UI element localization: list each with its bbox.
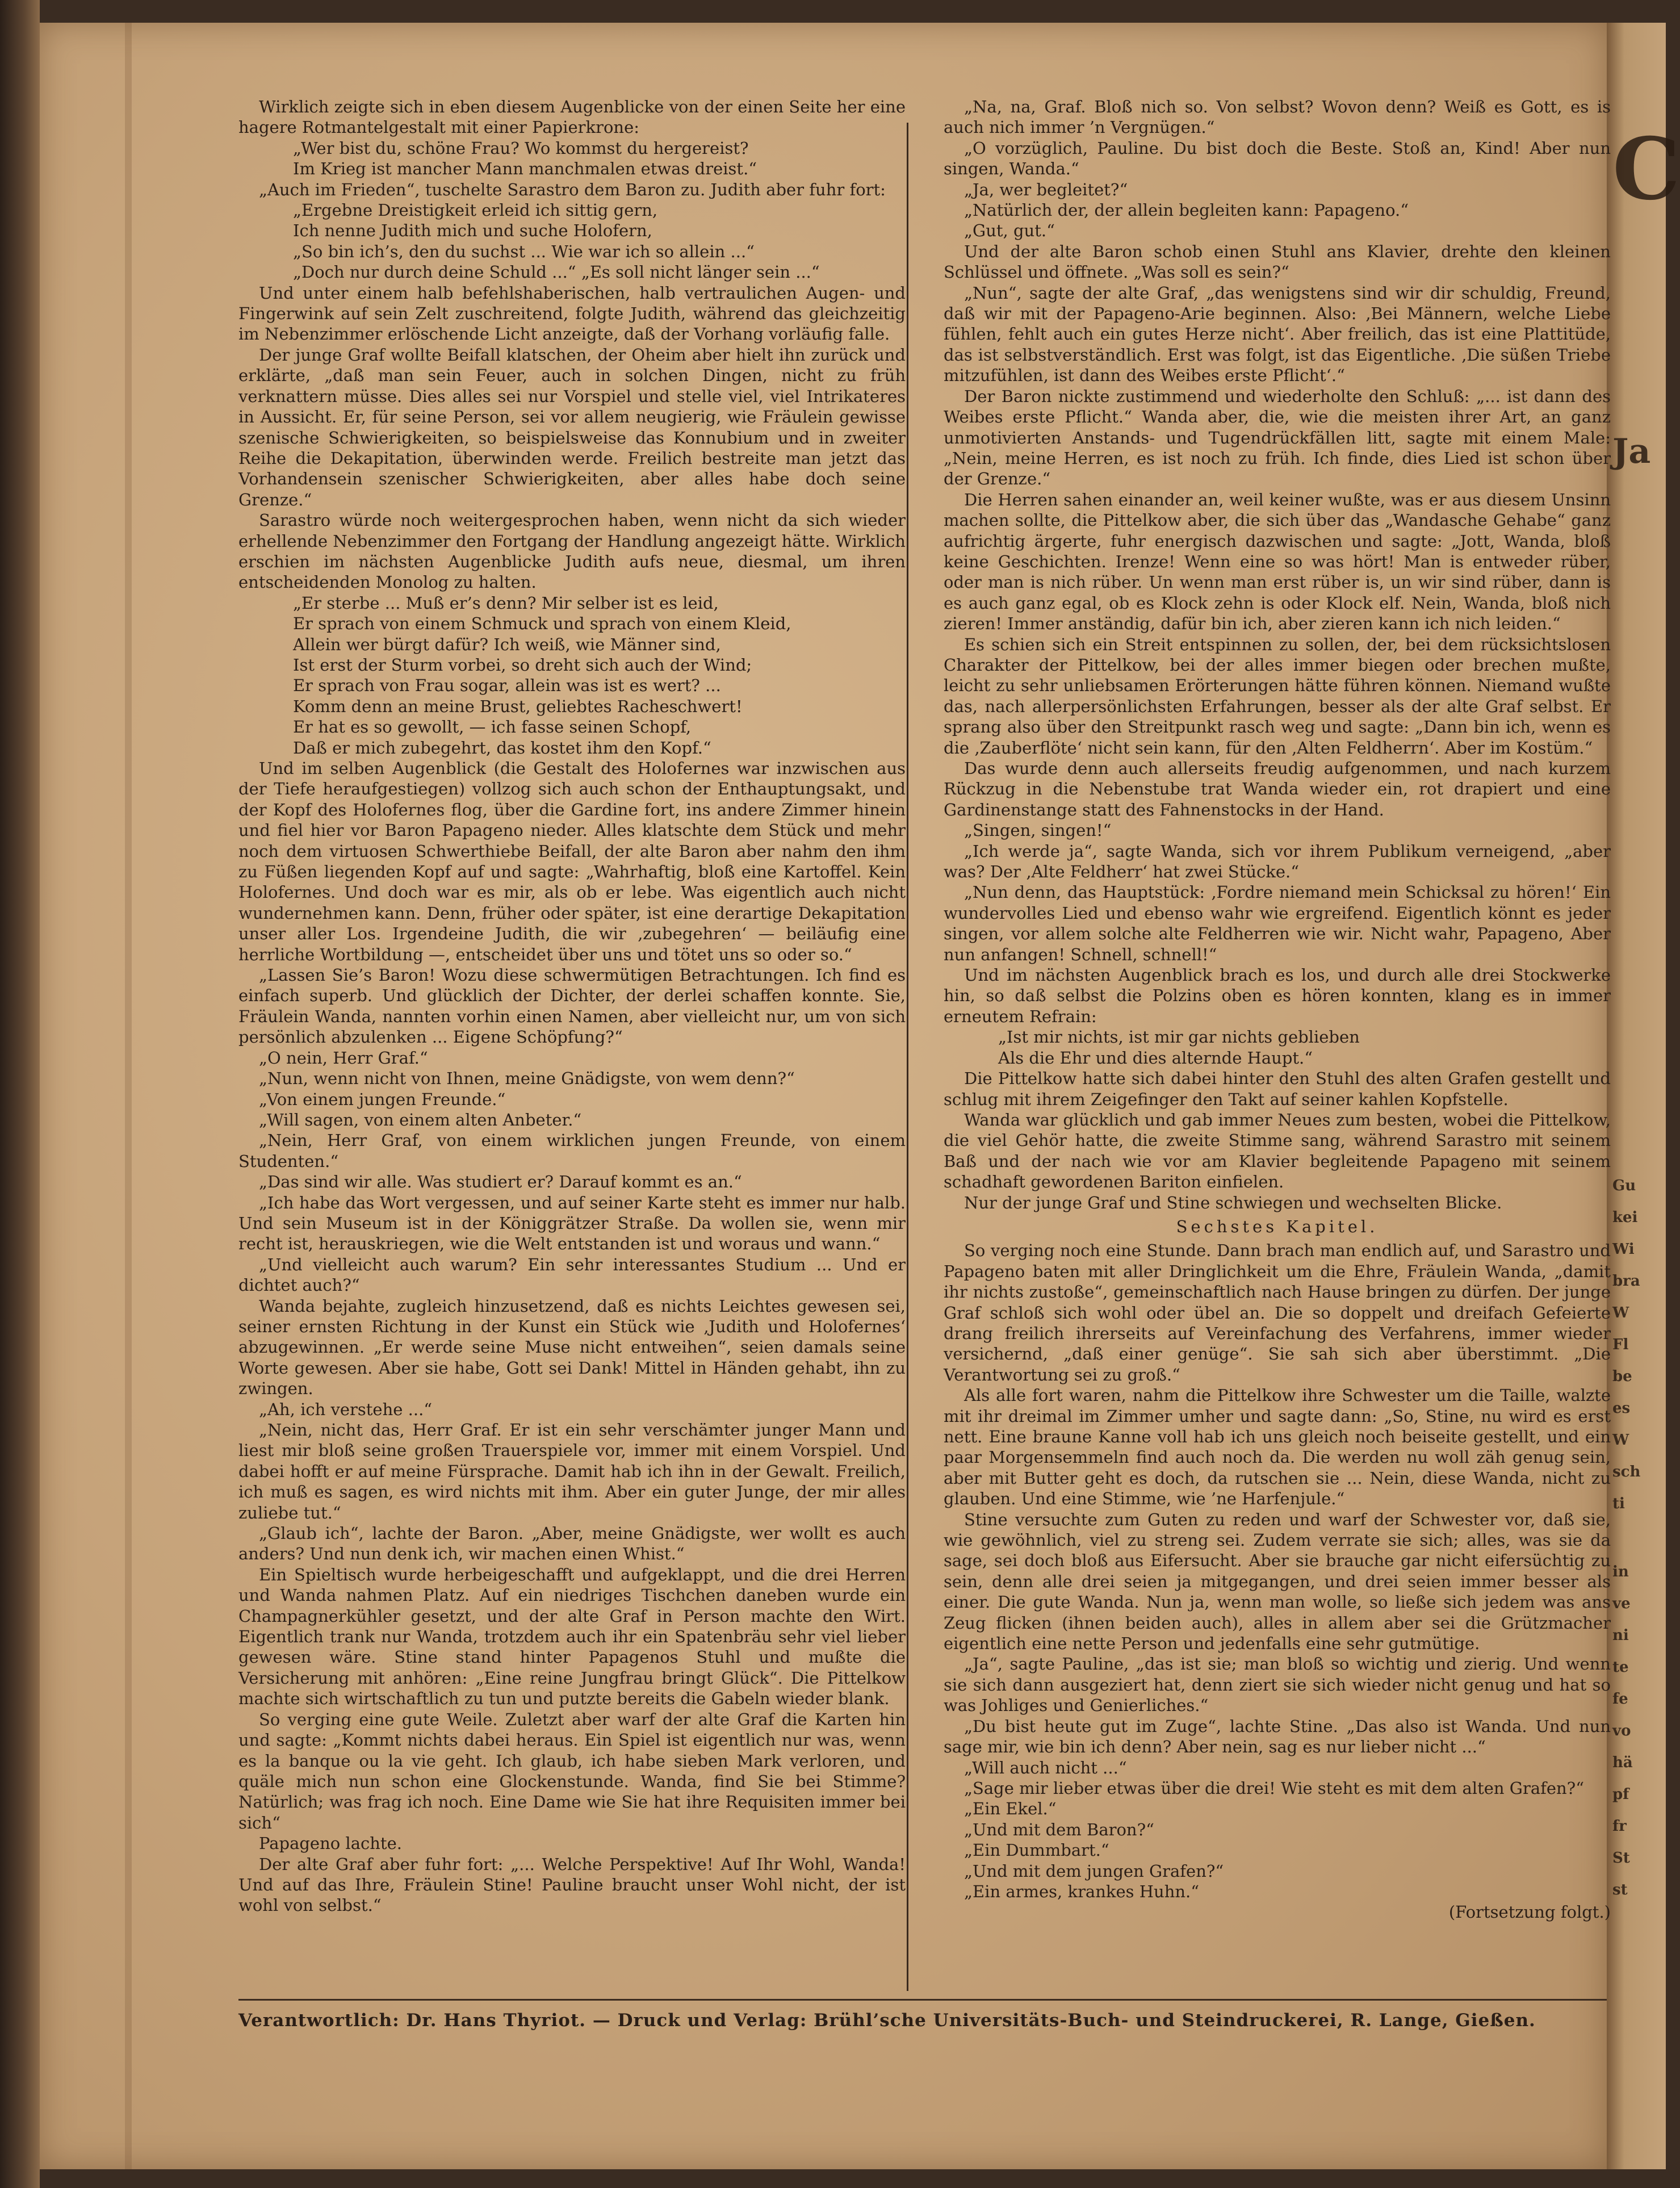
paragraph: (Fortsetzung folgt.) <box>1448 1902 1611 1922</box>
paragraph: Papageno lachte. <box>259 1834 402 1854</box>
paragraph: „Nun denn, das Hauptstück: ‚Fordre niemand mein Schicksal zu hören!‘ Ein wundervolles Lied und ebenso wahr wie ergreifend. Eigentlich könnt es jeder singen, vor allem solche alte Feldherren wie wir. Nicht wahr, Papageno, Aber nun anfangen! Schnell, schnell!“ <box>944 882 1611 964</box>
paragraph: „Natürlich der, der allein begleiten kann: Papageno.“ <box>964 200 1409 220</box>
paragraph: Die Herren sahen einander an, weil keiner wußte, was er aus diesem Unsinn machen sollte, die Pittelkow aber, die sich über das „Wandasche Gehabe“ ganz aufrichtig ärgerte, fuhr energisch dazwischen und sagte: „Jott, Wanda, bloß keine Geschichten. Irenze! Wenn eine so was hört! Man is entweder rüber, oder man is nich rüber. Un wenn man erst rüber is, un wir sind rüber, dann is es auch ganz egal, ob es Klock zehn is oder Klock elf. Nein, Wanda, bloß nich zieren! Immer anständig, dafür bin ich, aber zieren kann ich nich leiden.“ <box>944 490 1611 634</box>
paragraph: Und unter einem halb befehlshaberischen, halb vertraulichen Augen- und Fingerwink auf sein Zelt zuschreitend, folgte Judith, während das gleichzeitig im Nebenzimmer erlöschende Licht anzeigte, daß der Vorhang vorläufig falle. <box>238 283 906 344</box>
paragraph: „Ja, wer begleitet?“ <box>964 179 1128 199</box>
paragraph: „Nun“, sagte der alte Graf, „das wenigstens sind wir dir schuldig, Freund, daß wir mit der Papageno-Arie beginnen. Also: ‚Bei Männern, welche Liebe fühlen, fehlt auch ein gutes Herze nicht‘. Aber freilich, das ist eine Plattitüde, das ist selbstverständlich. Erst was folgt, ist das Eigentliche. ‚Die süßen Triebe mitzufühlen, ist dann des Weibes erste Pflicht‘.“ <box>944 283 1611 386</box>
page-fold-shadow <box>125 23 132 2169</box>
paragraph: Wanda war glücklich und gab immer Neues zum besten, wobei die Pittelkow, die viel Gehör hatte, die zweite Stimme sang, während Sarastro mit seinem Baß und der nach wie vor am Klavier begleitende Papageno mit seinem schadhaft gewordenen Bariton einfielen. <box>944 1110 1611 1192</box>
paragraph: Es schien sich ein Streit entspinnen zu sollen, der, bei dem rücksichtslosen Charakter der Pittelkow, bei der alles immer biegen oder brechen mußte, leicht zu sehr unliebsamen Erörterungen hätte führen können. Niemand wußte das, nach allerpersönlichsten Erfahrungen, besser als der alte Graf selbst. Er sprang also über den Streitpunkt rasch weg und sagte: „Dann bin ich, wenn es die ‚Zauberflöte‘ nicht sein kann, für den ‚Alten Feldherrn‘. Aber im Kostüm.“ <box>944 634 1611 758</box>
paragraph: „Glaub ich“, lachte der Baron. „Aber, meine Gnädigste, wer wollt es auch anders? Und nun denk ich, wir machen einen Whist.“ <box>238 1524 906 1564</box>
verse-line: Ist erst der Sturm vorbei, so dreht sich auch der Wind; <box>293 655 752 675</box>
paragraph: „Lassen Sie’s Baron! Wozu diese schwermütigen Betrachtungen. Ich find es einfach superb. Und glücklich der Dichter, der derlei schaffen konnte. Sie, Fräulein Wanda, nannten vorhin einen Namen, aber vielleicht nur, um von sich persönlich abzulenken ... Eigene Schöpfung?“ <box>238 965 906 1047</box>
verse-line: Daß er mich zubegehrt, das kostet ihm den Kopf.“ <box>293 738 711 758</box>
paragraph: „Nein, nicht das, Herr Graf. Er ist ein sehr verschämter junger Mann und liest mir bloß seine großen Trauerspiele vor, immer mit einem Vorspiel. Und dabei hofft er auf meine Fürsprache. Damit hab ich ihn in der Gewalt. Freilich, ich muß es sagen, es wird nichts mit ihm. Aber ein guter Junge, der mir alles zuliebe tut.“ <box>238 1420 906 1522</box>
verse-line: Allein wer bürgt dafür? Ich weiß, wie Männer sind, <box>293 634 721 654</box>
paragraph: Ein Spieltisch wurde herbeigeschafft und aufgeklappt, und die drei Herren und Wanda nahmen Platz. Auf ein niedriges Tischchen daneben wurde ein Champagnerkühler gesetzt, und der alte Graf in Person machte den Wirt. Eigentlich trank nur Wanda, trotzdem auch ihr ein Spatenbräu sehr viel lieber gewesen wäre. Stine stand hinter Papagenos Stuhl und mußte die Versicherung mit anhören: „Eine reine Jungfrau bringt Glück“. Die Pittelkow machte sich wirtschaftlich zu tun und putzte bereits die Gabeln wieder blank. <box>238 1564 906 1709</box>
paragraph: „Nein, Herr Graf, von einem wirklichen jungen Freunde, von einem Studenten.“ <box>238 1131 906 1171</box>
paragraph: Und im selben Augenblick (die Gestalt des Holofernes war inzwischen aus der Tiefe heraufgestiegen) vollzog sich auch schon der Enthauptungsakt, und der Kopf des Holofernes flog, über die Gardine fort, ins andere Zimmer hinein und fiel hier vor Baron Papageno nieder. Alles klatschte dem Stück und mehr noch dem virtuosen Schwerthiebe Beifall, der alte Baron aber nahm den ihm zu Füßen liegenden Kopf auf und sagte: „Wahrhaftig, bloß eine Kartoffel. Kein Holofernes. Und doch war es mir, als ob er lebe. Was eigentlich auch nicht wundernehmen kann. Denn, früher oder später, ist eine derartige Dekapitation unser aller Los. Irgendeine Judith, die wir ‚zubegehren‘ — beiläufig eine herrliche Wortbildung —, entscheidet über uns und tötet uns so oder so.“ <box>238 759 906 964</box>
paragraph: Und der alte Baron schob einen Stuhl ans Klavier, drehte den kleinen Schlüssel und öffnete. „Was soll es sein?“ <box>944 241 1611 282</box>
paragraph: „Von einem jungen Freunde.“ <box>259 1089 506 1109</box>
verse-line: Er sprach von Frau sogar, allein was ist es wert? ... <box>293 676 721 696</box>
verse-line: „Doch nur durch deine Schuld ...“ „Es soll nicht länger sein ...“ <box>293 262 820 282</box>
paragraph: Wirklich zeigte sich in eben diesem Augenblicke von der einen Seite her eine hagere Rotmantelgestalt mit einer Papierkrone: <box>238 97 906 137</box>
right-text-column <box>944 97 1611 1923</box>
paragraph: „Na, na, Graf. Bloß nich so. Von selbst? Wovon denn? Weiß es Gott, es is auch nich immer ’n Vergnügen.“ <box>944 97 1611 137</box>
paragraph: „Ein armes, krankes Huhn.“ <box>964 1881 1200 1901</box>
verse-line: Er hat es so gewollt, — ich fasse seinen Schopf, <box>293 717 692 737</box>
paragraph: So verging noch eine Stunde. Dann brach man endlich auf, und Sarastro und Papageno baten mit aller Dringlichkeit um die Ehre, Fräulein Wanda, „damit ihr nichts zustoße“, gemeinschaftlich nach Hause bringen zu dürfen. Der junge Graf schloß sich wohl oder übel an. Die so doppelt und dreifach Gefeierte drang freilich ihrerseits auf Vereinfachung des Verfahrens, immer wieder versichernd, „daß einer genüge“. Sie sah sich aber überstimmt. „Die Verantwortung sei zu groß.“ <box>944 1241 1611 1384</box>
column-rule <box>907 123 908 1991</box>
paragraph: Stine versuchte zum Guten zu reden und warf der Schwester vor, daß sie, wie gewöhnlich, viel zu streng sei. Zudem verrate sie sich; alles, was sie da sage, sei doch bloß aus Eifersucht. Aber sie brauche gar nicht eifersüchtig zu sein, denn alle drei seien ja mitgegangen, und drei seien immer besser als einer. Die gute Wanda. Nun ja, wenn man wolle, so ließe sich jedem was ans Zeug flicken (ihnen beiden auch), alles in allem aber sei die Grützmacher eigentlich eine nette Person und jedenfalls eine sehr gutmütige. <box>944 1509 1611 1654</box>
paragraph: Der junge Graf wollte Beifall klatschen, der Oheim aber hielt ihn zurück und erklärte, „daß man sein Feuer, auch in solchen Dingen, nicht zu früh verknattern müsse. Dies alles sei nur Vorspiel und stelle viel, viel Intrikateres in Aussicht. Er, für seine Person, sei vor allem neugierig, wie Fräulein gewisse szenische Schwierigkeiten, so beispielsweise das Konnubium und in zweiter Reihe die Dekapitation, überwinden werde. Freilich bestreite man jetzt das Vorhandensein szenischer Schwierigkeiten, aber alles habe doch seine Grenze.“ <box>238 345 906 509</box>
paragraph: „Ich werde ja“, sagte Wanda, sich vor ihrem Publikum verneigend, „aber was? Der ‚Alte Feldherr‘ hat zwei Stücke.“ <box>944 841 1611 882</box>
paragraph: „Das sind wir alle. Was studiert er? Darauf kommt es an.“ <box>259 1172 742 1192</box>
paragraph: „Ah, ich verstehe ...“ <box>259 1399 433 1419</box>
paragraph: „Singen, singen!“ <box>964 821 1112 840</box>
paragraph: „Sage mir lieber etwas über die drei! Wie steht es mit dem alten Grafen?“ <box>964 1778 1585 1798</box>
paragraph: Die Pittelkow hatte sich dabei hinter den Stuhl des alten Grafen gestellt und schlug mit ihrem Zeigefinger den Takt auf seiner kahlen Kopfstelle. <box>944 1069 1611 1109</box>
verse-line: Ich nenne Judith mich und suche Holofern, <box>293 221 652 241</box>
verse-line: „Wer bist du, schöne Frau? Wo kommst du hergereist? <box>293 138 749 158</box>
paragraph: Wanda bejahte, zugleich hinzusetzend, daß es nichts Leichtes gewesen sei, seiner ernsten Richtung in der Kunst ein Stück wie ‚Judith und Holofernes‘ abzugewinnen. „Er werde seine Muse nicht entweihen“, seien damals seine Worte gewesen. Aber sie habe, Gott sei Dank! Mittel in Händen gehabt, ihn zu zwingen. <box>238 1296 906 1399</box>
paragraph: Der alte Graf aber fuhr fort: „... Welche Perspektive! Auf Ihr Wohl, Wanda! Und auf das Ihre, Fräulein Stine! Pauline braucht unser Wohl nicht, der ist wohl von selbst.“ <box>238 1854 906 1915</box>
paragraph: „Ein Dummbart.“ <box>964 1840 1109 1860</box>
paragraph: So verging eine gute Weile. Zuletzt aber warf der alte Graf die Karten hin und sagte: „Kommt nichts dabei heraus. Ein Spiel ist eigentlich nur was, wenn es la banque ou la vie geht. Ich glaub, ich habe sieben Mark verloren, und quäle mich nun schon eine Glockenstunde. Wanda, find Sie bei Stimme? Natürlich; was frag ich noch. Eine Dame wie Sie hat ihre Requisiten immer bei sich“ <box>238 1709 906 1833</box>
paragraph: Als alle fort waren, nahm die Pittelkow ihre Schwester um die Taille, walzte mit ihr dreimal im Zimmer umher und sagte dann: „So, Stine, nu wird es erst nett. Eine braune Kanne voll hab ich uns gleich noch beiseite gestellt, und ein paar Morgensemmeln find auch noch da. Die werden nu woll zäh genug sein, aber mit Butter geht es doch, da rutschen sie ... Nein, diese Wanda, nicht zu glauben. Und eine Stimme, wie ’ne Harfenjule.“ <box>944 1386 1611 1509</box>
paragraph: „Ich habe das Wort vergessen, und auf seiner Karte steht es immer nur halb. Und sein Museum ist in der Königgrätzer Straße. Da wollen sie, wenn mir recht ist, herauskriegen, wie die Welt entstanden ist und woraus und wann.“ <box>238 1193 906 1254</box>
verse-line: „So bin ich’s, den du suchst ... Wie war ich so allein ...“ <box>293 241 755 261</box>
paragraph: Sarastro würde noch weitergesprochen haben, wenn nicht da sich wieder erhellende Nebenzimmer den Fortgang der Handlung angezeigt hätte. Wirklich erschien im nächsten Augenblicke Judith aufs neue, diesmal, um ihren entscheidenden Monolog zu halten. <box>238 511 906 592</box>
paragraph: „Und vielleicht auch warum? Ein sehr interessantes Studium ... Und er dichtet auch?“ <box>238 1254 906 1295</box>
paragraph: „Auch im Frieden“, tuschelte Sarastro dem Baron zu. Judith aber fuhr fort: <box>259 179 886 199</box>
paragraph: „Nun, wenn nicht von Ihnen, meine Gnädigste, von wem denn?“ <box>259 1069 795 1089</box>
footer-rule <box>238 1999 1607 2001</box>
verse-line: Als die Ehr und dies alternde Haupt.“ <box>998 1048 1313 1068</box>
paragraph: „O nein, Herr Graf.“ <box>259 1048 428 1068</box>
chapter-heading: Sechstes Kapitel. <box>1176 1216 1379 1236</box>
verse-line: Komm denn an meine Brust, geliebtes Racheschwert! <box>293 696 743 716</box>
verse-line: Im Krieg ist mancher Mann manchmalen etwas dreist.“ <box>293 159 757 179</box>
paragraph: Das wurde denn auch allerseits freudig aufgenommen, und nach kurzem Rückzug in die Nebenstube trat Wanda wieder ein, rot drapiert und eine Gardinenstange statt des Fahnenstocks in der Hand. <box>944 759 1611 819</box>
paragraph: „Will sagen, von einem alten Anbeter.“ <box>259 1110 582 1129</box>
imprint-footer: Verantwortlich: Dr. Hans Thyriot. — Druck und Verlag: Brühl’sche Universitäts-Buch- und Steindruckerei, R. Lange, Gießen. <box>238 2010 1536 2031</box>
verse-line: „Er sterbe ... Muß er’s denn? Mir selber ist es leid, <box>293 593 719 613</box>
paragraph: „Ja“, sagte Pauline, „das ist sie; man bloß so wichtig und zierig. Und wenn sie sich dann ausgeziert hat, denn ziert sie sich wieder nicht genug und hat so was Johliges und Genierliches.“ <box>944 1654 1611 1716</box>
paragraph: Und im nächsten Augenblick brach es los, und durch alle drei Stockwerke hin, so daß selbst die Polzins oben es hören konnten, klang es in immer erneutem Refrain: <box>944 965 1611 1026</box>
paragraph: Nur der junge Graf und Stine schwiegen und wechselten Blicke. <box>964 1193 1502 1212</box>
paragraph: „Will auch nicht ...“ <box>964 1758 1127 1777</box>
paragraph: „Du bist heute gut im Zuge“, lachte Stine. „Das also ist Wanda. Und nun sage mir, wie bin ich denn? Aber nein, sag es nur lieber nicht ...“ <box>944 1716 1611 1757</box>
paragraph: „Und mit dem Baron?“ <box>964 1819 1154 1839</box>
paragraph: „Ein Ekel.“ <box>964 1799 1057 1819</box>
paragraph: „Und mit dem jungen Grafen?“ <box>964 1861 1224 1881</box>
paragraph: Der Baron nickte zustimmend und wiederholte den Schluß: „... ist dann des Weibes erste Pflicht.“ Wanda aber, die, wie die meisten ihrer Art, an ganz unmotivierten Anstands- und Tugendrückfällen litt, sagte mit einem Male: „Nein, meine Herren, es ist noch zu früh. Ich finde, dies Lied ist schon über der Grenze.“ <box>944 386 1611 489</box>
verse-line: Er sprach von einem Schmuck und sprach von einem Kleid, <box>293 614 791 634</box>
adjacent-page-edge: C Ja Gu kei Wi bra W Fl be es W sch ti in ve ni te fe vo hä pf fr St st <box>1607 23 1666 2169</box>
paragraph: „O vorzüglich, Pauline. Du bist doch die Beste. Stoß an, Kind! Aber nun singen, Wanda.“ <box>944 138 1611 179</box>
verse-line: „Ergebne Dreistigkeit erleid ich sittig gern, <box>293 200 658 220</box>
book-binding <box>0 0 40 2188</box>
verse-line: „Ist mir nichts, ist mir gar nichts geblieben <box>998 1027 1360 1047</box>
paragraph: „Gut, gut.“ <box>964 221 1055 241</box>
left-text-column <box>238 97 906 1916</box>
